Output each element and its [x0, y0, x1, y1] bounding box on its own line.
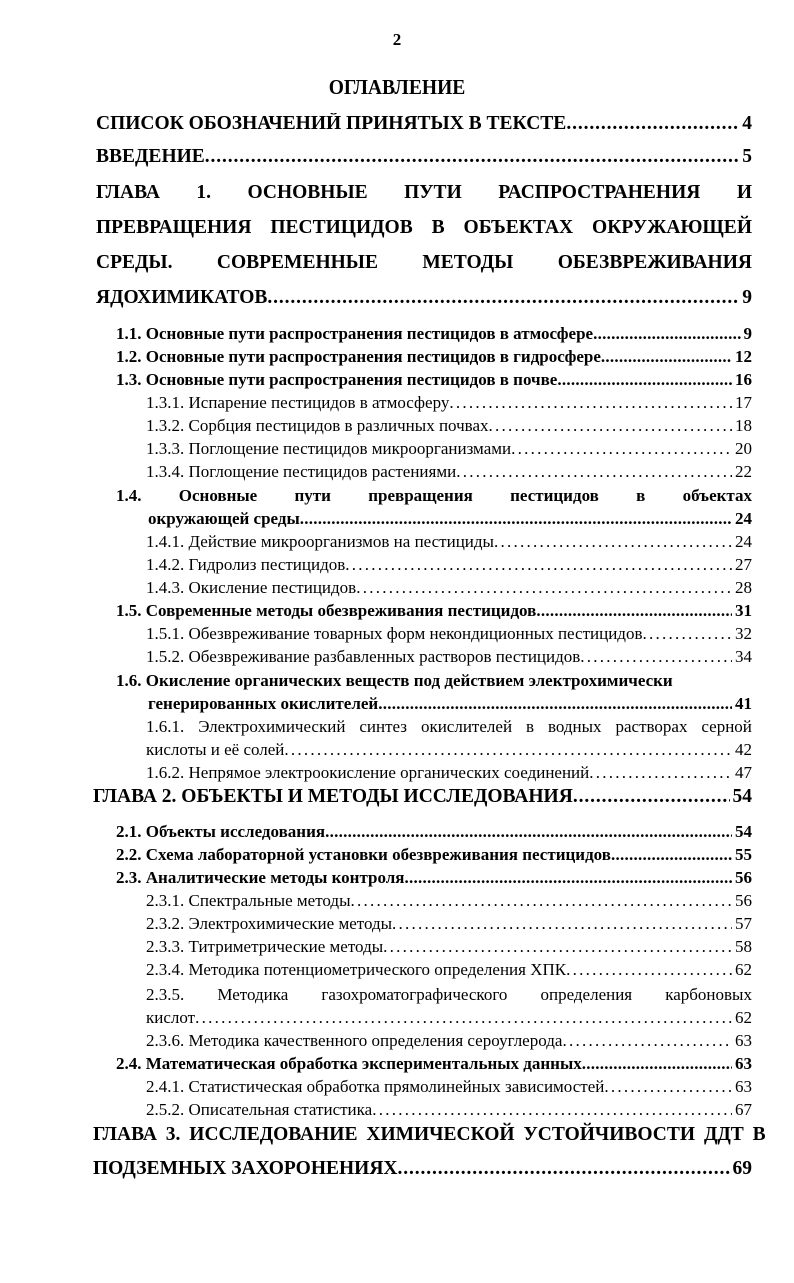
- entry-text: 2.5.2. Описательная статистика: [146, 1100, 373, 1119]
- leader-dots: [566, 960, 732, 980]
- word: В: [431, 217, 445, 238]
- toc-entry-1-3-3[interactable]: [146, 439, 752, 462]
- word: синтез: [359, 717, 408, 736]
- entry-last-line: [96, 287, 752, 317]
- entry-text: 2.1. Объекты исследования: [116, 822, 326, 841]
- entry-page: 5: [742, 146, 752, 167]
- entry-line: [96, 252, 752, 274]
- toc-entry-2-3-2[interactable]: [146, 914, 752, 937]
- leader-dots: [536, 601, 732, 621]
- toc-entry-2-2[interactable]: [116, 845, 752, 868]
- toc-entry-1-3-4[interactable]: [146, 462, 752, 485]
- entry-page: 62: [735, 960, 752, 979]
- entry-last-line: [93, 1158, 752, 1188]
- leader-dots: [267, 287, 739, 309]
- word: Основные: [178, 486, 258, 505]
- toc-entry-2-3-6[interactable]: [146, 1031, 752, 1054]
- word: СРЕДЫ.: [96, 252, 173, 273]
- entry-text: ГЛАВА 2. ОБЪЕКТЫ И МЕТОДЫ ИССЛЕДОВАНИЯ: [93, 786, 573, 807]
- entry-line: ГЛАВА 3. ИССЛЕДОВАНИЕ ХИМИЧЕСКОЙ УСТОЙЧИВОСТИ ДДТ В: [93, 1124, 766, 1145]
- leader-dots: [580, 647, 732, 667]
- word: ПУТИ: [404, 182, 462, 203]
- toc-entry-1-5-1[interactable]: [146, 624, 752, 647]
- toc-entry-1-4-3[interactable]: [146, 578, 752, 601]
- toc-entry-1-2[interactable]: [116, 347, 752, 370]
- entry-text: 1.1. Основные пути распространения пестицидов в атмосфере: [116, 324, 594, 343]
- toc-entry-chapter-2[interactable]: [93, 786, 752, 816]
- entry-text: 2.3.2. Электрохимические методы: [146, 914, 393, 933]
- leader-dots: [392, 914, 732, 934]
- entry-text: 2.4. Математическая обработка экспериментальных данных: [116, 1054, 582, 1073]
- entry-page: 34: [735, 647, 752, 666]
- entry-text: 1.5. Современные методы обезвреживания пестицидов: [116, 601, 537, 620]
- word: водных: [547, 717, 602, 736]
- word: Электрохимический: [198, 717, 346, 736]
- word: И: [736, 182, 752, 203]
- entry-line: 1.6. Окисление органических веществ под действием электрохимически: [116, 671, 673, 690]
- entry-line: [146, 985, 752, 1005]
- toc-entry-2-4[interactable]: [116, 1054, 752, 1077]
- word: СОВРЕМЕННЫЕ: [216, 252, 378, 273]
- toc-entry-2-4-1[interactable]: [146, 1077, 752, 1100]
- toc-entry-abbreviations[interactable]: [96, 113, 752, 143]
- leader-dots: [300, 509, 732, 529]
- entry-page: 12: [735, 347, 752, 366]
- word: растворах: [615, 717, 688, 736]
- entry-text: окружающей среды: [148, 509, 300, 528]
- word: ОБЪЕКТАХ: [463, 217, 574, 238]
- entry-text: 1.5.1. Обезвреживание товарных форм некондиционных пестицидов: [146, 624, 643, 643]
- entry-page: 20: [735, 439, 752, 458]
- word: 2.3.5.: [146, 985, 185, 1004]
- word: 1.: [196, 182, 212, 203]
- entry-line: [146, 717, 752, 737]
- entry-text: 2.2. Схема лабораторной установки обезвреживания пестицидов: [116, 845, 611, 864]
- word: 1.6.1.: [146, 717, 185, 736]
- entry-text: кислоты и её солей: [146, 740, 285, 759]
- leader-dots: [372, 1100, 732, 1120]
- page-number: 2: [392, 30, 402, 49]
- entry-text: ВВЕДЕНИЕ: [96, 146, 205, 167]
- entry-text: 2.4.1. Статистическая обработка прямолинейных зависимостей: [146, 1077, 605, 1096]
- word: пестицидов: [510, 486, 599, 505]
- toc-entry-2-3-1[interactable]: [146, 891, 752, 914]
- leader-dots: [604, 1077, 732, 1097]
- entry-page: 56: [735, 891, 752, 910]
- entry-text: СПИСОК ОБОЗНАЧЕНИЙ ПРИНЯТЫХ В ТЕКСТЕ: [96, 113, 567, 134]
- entry-page: 67: [735, 1100, 752, 1119]
- leader-dots: [573, 786, 730, 808]
- leader-dots: [557, 370, 732, 390]
- entry-line: [96, 217, 752, 239]
- entry-text: 1.3. Основные пути распространения пестицидов в почве: [116, 370, 558, 389]
- leader-dots: [449, 393, 732, 413]
- entry-line: [116, 486, 752, 506]
- toc-entry-introduction[interactable]: [96, 146, 752, 176]
- toc-entry-1-3-1[interactable]: [146, 393, 752, 416]
- word: ОКРУЖАЮЩЕЙ: [592, 217, 752, 238]
- entry-last-line: [148, 694, 752, 717]
- entry-page: 31: [735, 601, 752, 620]
- word: объектах: [682, 486, 752, 505]
- leader-dots: [601, 347, 732, 367]
- toc-entry-1-1[interactable]: [116, 324, 752, 347]
- entry-page: 28: [735, 578, 752, 597]
- leader-dots: [378, 694, 732, 714]
- leader-dots: [511, 439, 732, 459]
- entry-last-line: [146, 740, 752, 763]
- leader-dots: [642, 624, 732, 644]
- toc-entry-1-3-2[interactable]: [146, 416, 752, 439]
- toc-entry-1-3[interactable]: [116, 370, 752, 393]
- leader-dots: [494, 532, 732, 552]
- entry-text: кислот: [146, 1008, 196, 1027]
- toc-entry-2-3[interactable]: [116, 868, 752, 891]
- entry-page: 55: [735, 845, 752, 864]
- leader-dots: [345, 555, 732, 575]
- word: окислителей: [420, 717, 513, 736]
- leader-dots: [405, 868, 733, 888]
- word: 1.4.: [116, 486, 142, 505]
- leader-dots: [325, 822, 732, 842]
- entry-page: 63: [735, 1077, 752, 1096]
- leader-dots: [195, 1008, 732, 1028]
- entry-page: 42: [735, 740, 752, 759]
- entry-text: 2.3.3. Титриметрические методы: [146, 937, 384, 956]
- word: Методика: [217, 985, 289, 1004]
- entry-page: 9: [743, 324, 752, 343]
- leader-dots: [456, 462, 732, 482]
- entry-text: 1.6.2. Непрямое электроокисление органических соединений: [146, 763, 590, 782]
- entry-page: 63: [735, 1054, 752, 1073]
- entry-page: 18: [735, 416, 752, 435]
- entry-text: 1.4.2. Гидролиз пестицидов: [146, 555, 346, 574]
- word: карбоновых: [665, 985, 752, 1004]
- entry-page: 57: [735, 914, 752, 933]
- word: превращения: [368, 486, 473, 505]
- entry-page: 41: [735, 694, 752, 713]
- word: в: [636, 486, 646, 505]
- leader-dots: [351, 891, 733, 911]
- toc-entry-1-5-2[interactable]: [146, 647, 752, 670]
- toc-entry-1-6-2[interactable]: [146, 763, 752, 786]
- entry-page: 27: [735, 555, 752, 574]
- leader-dots: [284, 740, 732, 760]
- entry-page: 62: [735, 1008, 752, 1027]
- entry-text: 1.4.3. Окисление пестицидов: [146, 578, 357, 597]
- entry-page: 56: [735, 868, 752, 887]
- toc-entry-2-5-2[interactable]: [146, 1100, 752, 1123]
- word: пути: [294, 486, 331, 505]
- entry-page: 32: [735, 624, 752, 643]
- word: газохроматографического: [321, 985, 508, 1004]
- entry-text: 1.3.4. Поглощение пестицидов растениями: [146, 462, 457, 481]
- word: ПЕСТИЦИДОВ: [270, 217, 413, 238]
- toc-entry-2-3-3[interactable]: [146, 937, 752, 960]
- entry-text: генерированных окислителей: [148, 694, 379, 713]
- entry-line: [96, 182, 752, 204]
- entry-text: 2.3.6. Методика качественного определения сероуглерода: [146, 1031, 563, 1050]
- entry-text: 1.2. Основные пути распространения пестицидов в гидросфере: [116, 347, 601, 366]
- word: определения: [540, 985, 633, 1004]
- toc-entry-2-1[interactable]: [116, 822, 752, 845]
- entry-text: 1.3.1. Испарение пестицидов в атмосферу: [146, 393, 450, 412]
- word: ОСНОВНЫЕ: [247, 182, 368, 203]
- entry-text: ПОДЗЕМНЫХ ЗАХОРОНЕНИЯХ: [93, 1158, 398, 1179]
- entry-last-line: [146, 1008, 752, 1031]
- entry-text: 1.4.1. Действие микроорганизмов на пестициды: [146, 532, 494, 551]
- word: серной: [701, 717, 752, 736]
- entry-page: 24: [735, 509, 752, 528]
- word: РАСПРОСТРАНЕНИЯ: [498, 182, 701, 203]
- entry-text: ЯДОХИМИКАТОВ: [96, 287, 268, 308]
- leader-dots: [383, 937, 732, 957]
- leader-dots: [205, 146, 739, 168]
- entry-text: 2.3. Аналитические методы контроля: [116, 868, 405, 887]
- entry-text: 2.3.1. Спектральные методы: [146, 891, 351, 910]
- entry-page: 9: [742, 287, 752, 308]
- entry-text: 1.5.2. Обезвреживание разбавленных растворов пестицидов: [146, 647, 581, 666]
- word: ГЛАВА: [96, 182, 160, 203]
- leader-dots: [562, 1031, 732, 1051]
- entry-page: 58: [735, 937, 752, 956]
- word: в: [525, 717, 535, 736]
- toc-entry-1-4-1[interactable]: [146, 532, 752, 555]
- leader-dots: [398, 1158, 730, 1180]
- entry-text: 1.3.3. Поглощение пестицидов микроорганизмами: [146, 439, 512, 458]
- entry-page: 24: [735, 532, 752, 551]
- entry-page: 54: [735, 822, 752, 841]
- word: ПРЕВРАЩЕНИЯ: [96, 217, 252, 238]
- leader-dots: [582, 1054, 732, 1074]
- leader-dots: [356, 578, 732, 598]
- entry-page: 69: [732, 1158, 752, 1179]
- leader-dots: [593, 324, 740, 344]
- entry-page: 16: [735, 370, 752, 389]
- toc-entry-1-5[interactable]: [116, 601, 752, 624]
- entry-page: 47: [735, 763, 752, 782]
- entry-last-line: [148, 509, 752, 532]
- entry-text: 1.3.2. Сорбция пестицидов в различных почвах: [146, 416, 489, 435]
- entry-page: 4: [742, 113, 752, 134]
- leader-dots: [589, 763, 732, 783]
- entry-page: 54: [732, 786, 752, 807]
- entry-page: 63: [735, 1031, 752, 1050]
- toc-entry-1-4-2[interactable]: [146, 555, 752, 578]
- word: ОБЕЗВРЕЖИВАНИЯ: [557, 252, 752, 273]
- leader-dots: [489, 416, 732, 436]
- toc-entry-2-3-4[interactable]: [146, 960, 752, 983]
- entry-page: 22: [735, 462, 752, 481]
- leader-dots: [611, 845, 732, 865]
- toc-title: ОГЛАВЛЕНИЕ: [328, 75, 466, 99]
- leader-dots: [566, 113, 739, 135]
- entry-page: 17: [735, 393, 752, 412]
- word: МЕТОДЫ: [422, 252, 514, 273]
- entry-text: 2.3.4. Методика потенциометрического определения ХПК: [146, 960, 567, 979]
